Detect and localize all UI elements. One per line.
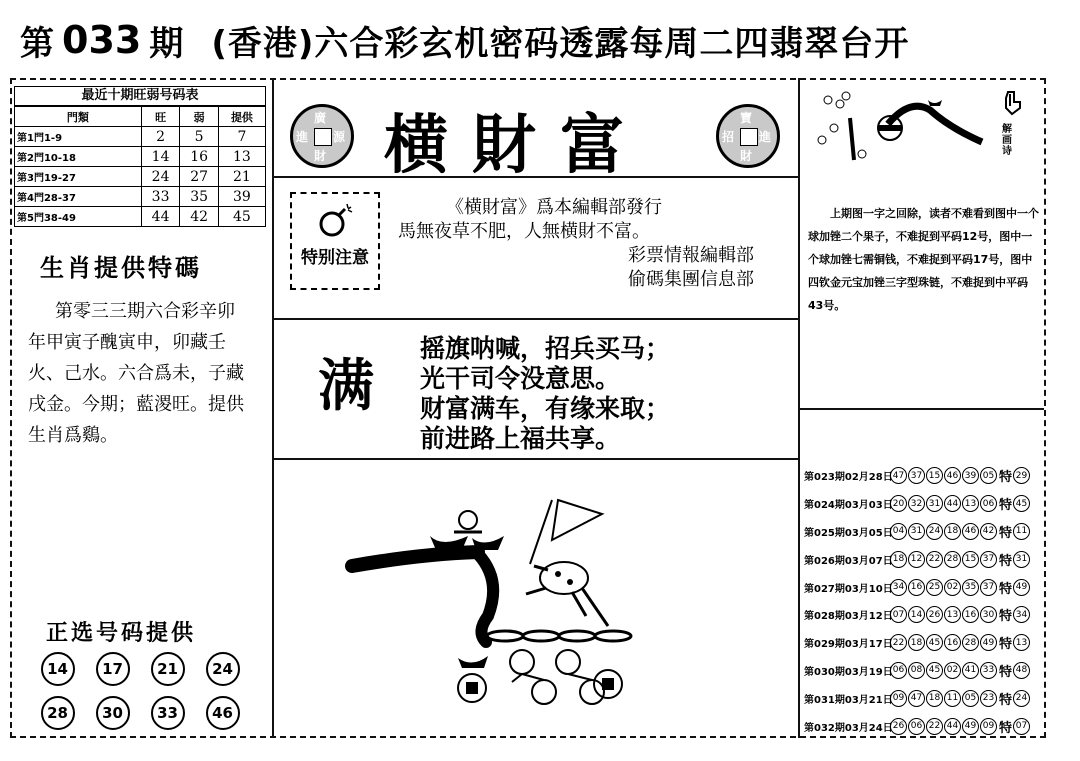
special-ball: 48 (1013, 662, 1030, 679)
cell-ruo: 5 (180, 127, 219, 147)
row-label: 第2門10-18 (15, 147, 142, 167)
history-date: 第029期03月17日 (804, 639, 893, 651)
bomb-icon (315, 200, 355, 240)
history-ball: 02 (944, 579, 961, 596)
table-caption: 最近十期旺弱号码表 (14, 86, 266, 106)
coin-char: 財 (314, 149, 327, 163)
special-ball: 45 (1013, 495, 1030, 512)
poem-line: 前进路上福共享。 (420, 424, 621, 453)
table-row (15, 187, 266, 207)
cell-tigong: 13 (218, 147, 265, 167)
table-row (15, 147, 266, 167)
coin-char: 進 (759, 130, 772, 144)
cell-wang: 2 (141, 127, 180, 147)
zodiac-heading: 生肖提供特碼 (40, 254, 202, 282)
brush-stroke-icon (352, 552, 493, 642)
history-ball: 06 (890, 662, 907, 679)
picks-heading: 正选号码提供 (46, 621, 197, 646)
history-ball: 23 (980, 690, 997, 707)
coin-char: 財 (740, 149, 753, 163)
riddle-heading: 解画诗 (1002, 124, 1012, 157)
history-date: 第027期03月10日 (804, 583, 893, 595)
special-ball: 31 (1013, 551, 1030, 568)
cell-ruo: 42 (180, 207, 219, 227)
history-ball: 11 (944, 690, 961, 707)
history-ball: 13 (962, 495, 979, 512)
divider-riddle (798, 408, 1044, 410)
history-date: 第028期03月12日 (804, 611, 893, 623)
cell-tigong: 39 (218, 187, 265, 207)
special-ball: 34 (1013, 606, 1030, 623)
cell-tigong: 7 (218, 127, 265, 147)
row-label: 第3門19-27 (15, 167, 142, 187)
riddle-illustration (810, 88, 990, 168)
coin-cluster-icon (458, 650, 622, 704)
pick-ball: 17 (96, 652, 130, 686)
divider-poem (272, 458, 798, 460)
special-ball: 13 (1013, 634, 1030, 651)
hot-cold-table (14, 86, 266, 227)
special-label: 特 (999, 553, 1013, 569)
history-ball: 24 (926, 523, 943, 540)
history-ball: 16 (944, 634, 961, 651)
pick-ball: 33 (151, 696, 185, 730)
history-ball: 04 (890, 523, 907, 540)
cell-wang: 24 (141, 167, 180, 187)
special-label: 特 (999, 498, 1013, 514)
history-date: 第026期03月07日 (804, 555, 893, 567)
coin-char: 源 (333, 130, 346, 144)
pearl-chain-icon (487, 631, 631, 641)
history-ball: 15 (962, 551, 979, 568)
zodiac-text: 第零三三期六合彩辛卯年甲寅子醜寅申，卯藏壬火、己水。六合爲未，子藏戌金。今期；藍溭旺。提供生肖爲鷄。 (28, 301, 244, 446)
puzzle-illustration (290, 470, 780, 730)
special-label: 特 (999, 609, 1013, 625)
special-label: 特 (999, 692, 1013, 708)
cell-wang: 14 (141, 147, 180, 167)
history-ball: 20 (890, 495, 907, 512)
pick-ball: 21 (151, 652, 185, 686)
period-number: 033 (62, 18, 142, 62)
divider-publisher (272, 318, 798, 320)
coin-char: 進 (296, 130, 309, 144)
cell-wang: 33 (141, 187, 180, 207)
table-row (15, 167, 266, 187)
table-row (15, 127, 266, 147)
special-label: 特 (999, 664, 1013, 680)
history-ball: 13 (944, 606, 961, 623)
row-label: 第5門38-49 (15, 207, 142, 227)
publisher-line2: 馬無夜草不肥，人無横財不富。 (398, 221, 650, 242)
history-ball: 32 (908, 495, 925, 512)
special-ball: 07 (1013, 718, 1030, 735)
col-header: 提供 (218, 107, 265, 127)
history-row (804, 573, 1042, 601)
history-ball: 18 (944, 523, 961, 540)
coin-hole (314, 128, 332, 146)
frog-flag-icon (526, 500, 608, 626)
special-label: 特 (999, 470, 1013, 486)
pick-ball: 46 (206, 696, 240, 730)
history-date: 第031期03月21日 (804, 694, 893, 706)
pick-ball: 24 (206, 652, 240, 686)
history-ball: 37 (908, 467, 925, 484)
page-header (20, 14, 909, 66)
picks-grid (30, 652, 250, 730)
history-ball: 26 (890, 718, 907, 735)
history-row (804, 684, 1042, 712)
special-ball: 24 (1013, 690, 1030, 707)
history-ball: 31 (926, 495, 943, 512)
special-ball: 29 (1013, 467, 1030, 484)
pick-ball: 14 (41, 652, 75, 686)
riddle-text: 上期图一字之回除，读者不难看到图中一个球加锉二个果子，不难捉到平码12号，图中一个球加锉七需铜钱，不难捉到平码17号，图中四钦金元宝加锉三字型珠链，不难捉到中平码43号。 (808, 207, 1039, 312)
history-ball: 18 (890, 551, 907, 568)
special-ball: 11 (1013, 523, 1030, 540)
poem-line: 光干司令没意思。 (420, 364, 621, 393)
publisher-block (398, 196, 766, 292)
history-ball: 49 (962, 718, 979, 735)
history-ball: 31 (908, 523, 925, 540)
history-ball: 08 (908, 662, 925, 679)
history-ball: 45 (926, 662, 943, 679)
history-ball: 37 (980, 579, 997, 596)
col-header: 弱 (180, 107, 219, 127)
history-ball: 49 (980, 634, 997, 651)
notice-box (290, 192, 380, 290)
history-ball: 33 (980, 662, 997, 679)
poem-line: 财富满车，有缘来取； (420, 394, 671, 423)
special-label: 特 (999, 581, 1013, 597)
history-ball: 07 (890, 606, 907, 623)
history-ball: 39 (962, 467, 979, 484)
cell-wang: 44 (141, 207, 180, 227)
history-ball: 15 (926, 467, 943, 484)
cell-tigong: 45 (218, 207, 265, 227)
history-ball: 05 (980, 467, 997, 484)
history-ball: 09 (890, 690, 907, 707)
logo-title: 横財富 (384, 108, 648, 183)
history-ball: 18 (926, 690, 943, 707)
history-date: 第023期02月28日 (804, 472, 893, 484)
coin-char: 寶 (740, 111, 753, 125)
history-ball: 46 (944, 467, 961, 484)
history-ball: 35 (962, 579, 979, 596)
history-row (804, 518, 1042, 546)
history-ball: 25 (926, 579, 943, 596)
history-ball: 44 (944, 495, 961, 512)
gold-ingot-icon (430, 511, 504, 550)
special-ball: 49 (1013, 579, 1030, 596)
header-prefix: 第 (20, 23, 54, 64)
coin-char: 廣 (314, 111, 327, 125)
left-coin-icon (290, 104, 354, 168)
cell-ruo: 27 (180, 167, 219, 187)
col-header: 旺 (141, 107, 180, 127)
notice-label: 特别注意 (301, 248, 369, 268)
history-date: 第032期03月24日 (804, 722, 893, 734)
special-label: 特 (999, 637, 1013, 653)
history-ball: 18 (908, 634, 925, 651)
history-row (804, 601, 1042, 629)
table-header-row (15, 107, 266, 127)
history-ball: 47 (890, 467, 907, 484)
history-ball: 30 (980, 606, 997, 623)
history-ball: 28 (944, 551, 961, 568)
history-ball: 09 (980, 718, 997, 735)
pointing-hand-icon (1002, 90, 1024, 116)
history-ball: 22 (926, 718, 943, 735)
history-row (804, 462, 1042, 490)
history-date: 第024期03月03日 (804, 500, 893, 512)
history-ball: 16 (962, 606, 979, 623)
history-date: 第025期03月05日 (804, 527, 893, 539)
history-ball: 14 (908, 606, 925, 623)
history-row (804, 545, 1042, 573)
history-date: 第030期03月19日 (804, 666, 893, 678)
history-ball: 06 (980, 495, 997, 512)
poem-line: 摇旗呐喊，招兵买马； (420, 334, 671, 363)
history-list (804, 462, 1042, 740)
coin-hole (740, 128, 758, 146)
history-ball: 42 (980, 523, 997, 540)
history-row (804, 712, 1042, 740)
history-ball: 22 (926, 551, 943, 568)
publisher-org1: 彩票情報編輯部 (628, 245, 754, 266)
special-label: 特 (999, 525, 1013, 541)
pick-ball: 30 (96, 696, 130, 730)
history-ball: 41 (962, 662, 979, 679)
history-row (804, 657, 1042, 685)
history-ball: 06 (908, 718, 925, 735)
poem-big-char: 满 (318, 354, 374, 419)
publisher-org2: 偷碼集團信息部 (628, 269, 754, 290)
row-label: 第1門1-9 (15, 127, 142, 147)
row-label: 第4門28-37 (15, 187, 142, 207)
right-coin-icon (716, 104, 780, 168)
cell-ruo: 16 (180, 147, 219, 167)
history-row (804, 490, 1042, 518)
cell-tigong: 21 (218, 167, 265, 187)
pick-ball: 28 (41, 696, 75, 730)
history-ball: 22 (890, 634, 907, 651)
history-row (804, 629, 1042, 657)
history-ball: 28 (962, 634, 979, 651)
poem-block (420, 334, 670, 454)
coin-char: 招 (722, 130, 735, 144)
history-ball: 44 (944, 718, 961, 735)
history-ball: 46 (962, 523, 979, 540)
publisher-line1: 《横財富》爲本編輯部發行 (446, 197, 662, 218)
history-ball: 34 (890, 579, 907, 596)
cell-ruo: 35 (180, 187, 219, 207)
table-row (15, 207, 266, 227)
special-label: 特 (999, 720, 1013, 736)
history-ball: 16 (908, 579, 925, 596)
history-ball: 05 (962, 690, 979, 707)
header-suffix: 期 (149, 23, 184, 64)
history-ball: 45 (926, 634, 943, 651)
page-title: (香港)六合彩玄机密码透露每周二四翡翠台开 (211, 23, 910, 64)
number-table (14, 106, 266, 227)
history-ball: 26 (926, 606, 943, 623)
history-ball: 47 (908, 690, 925, 707)
history-ball: 02 (944, 662, 961, 679)
history-ball: 12 (908, 551, 925, 568)
history-ball: 37 (980, 551, 997, 568)
col-header: 門類 (15, 107, 142, 127)
